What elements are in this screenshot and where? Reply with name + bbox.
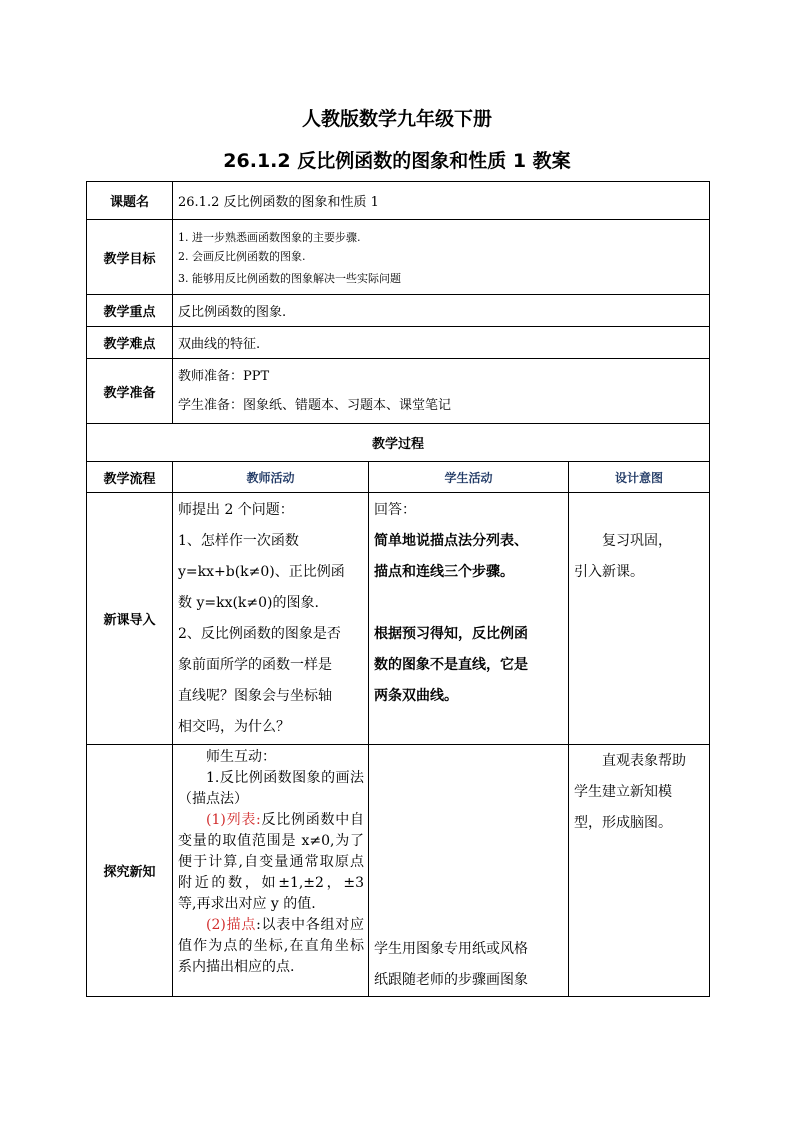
text-line: 型，形成脑图。 [574, 815, 672, 831]
text-line: 引入新课。 [574, 564, 644, 580]
explore-label: 探究新知 [87, 745, 173, 997]
lesson-title: 26.1.2 反比例函数的图象和性质 1 教案 [223, 150, 571, 172]
goal-item: 3. 能够用反比例函数的图象解决一些实际问题 [178, 272, 401, 285]
goal-item: 1. 进一步熟悉画函数图象的主要步骤. [178, 231, 361, 244]
text-line: 学生建立新知模 [574, 784, 672, 800]
text-line: 师生互动： [206, 749, 276, 765]
step-text: :以表中各组对应值作为点的坐标,在直角坐标系内描出相应的点. [178, 917, 364, 975]
text-line [178, 810, 364, 915]
difficulty-label: 教学难点 [87, 327, 173, 359]
key-point-row [87, 295, 710, 327]
text-line: 简单地说描点法分列表、 [374, 533, 528, 549]
difficulty-row [87, 327, 710, 359]
intro-teacher-activity [173, 493, 369, 745]
text-line: 直线呢？图象会与坐标轴 [178, 688, 332, 704]
text-line: 直观表象帮助 [602, 753, 686, 769]
text-line: 1、怎样作一次函数 [178, 533, 299, 549]
goal-item: 2. 会画反比例函数的图象. [178, 250, 306, 263]
intro-design-intent [569, 493, 710, 745]
step-label: (2)描点 [206, 917, 257, 933]
text-line: 数的图象不是直线，它是 [374, 657, 528, 673]
text-line [178, 915, 364, 978]
text-line: y=kx+b(k≠0)、正比例函 [178, 564, 345, 580]
text-line: 2、反比例函数的图象是否 [178, 626, 341, 642]
preparation-row [87, 359, 710, 424]
difficulty-value: 双曲线的特征. [173, 327, 710, 359]
explore-student-activity [369, 745, 569, 997]
step-label: (1)列表: [206, 812, 261, 828]
explore-design-intent [569, 745, 710, 997]
document-title: 人教版数学九年级下册 [301, 108, 492, 130]
design-intent-header: 设计意图 [569, 462, 710, 493]
text-line: 复习巩固， [602, 533, 672, 549]
topic-value: 26.1.2 反比例函数的图象和性质 1 [173, 182, 710, 220]
explore-teacher-activity [173, 745, 369, 997]
student-preparation: 学生准备：图象纸、错题本、习题本、课堂笔记 [178, 398, 452, 413]
goals-label: 教学目标 [87, 220, 173, 295]
text-line: 象前面所学的函数一样是 [178, 657, 332, 673]
text-line: 1.反比例函数图象的画法（描点法） [178, 770, 364, 807]
goals-list [173, 220, 710, 295]
process-header-row [87, 462, 710, 493]
process-title-row [87, 424, 710, 462]
preparation-label: 教学准备 [87, 359, 173, 424]
text-line: 根据预习得知，反比例函 [374, 626, 528, 642]
text-line: 数 y=kx(k≠0)的图象. [178, 595, 319, 611]
student-activity-header: 学生活动 [369, 462, 569, 493]
text-line: 回答： [374, 502, 416, 518]
blank-line [374, 588, 564, 619]
intro-label: 新课导入 [87, 493, 173, 745]
text-line: 相交吗，为什么？ [178, 719, 290, 735]
text-line: 师提出 2 个问题： [178, 502, 294, 518]
teacher-activity-header: 教师活动 [173, 462, 369, 493]
teacher-preparation: 教师准备：PPT [178, 369, 270, 384]
text-line: 描点和连线三个步骤。 [374, 564, 514, 580]
step-text: 反比例函数中自变量的取值范围是 x≠0,为了便于计算,自变量通常取原点附近的数，如±1,±2，±3 等,再求出对应 y 的值. [178, 812, 364, 912]
flow-header: 教学流程 [87, 462, 173, 493]
topic-label: 课题名 [87, 182, 173, 220]
text-line: 学生用图象专用纸或风格 [374, 941, 528, 957]
intro-student-activity [369, 493, 569, 745]
key-point-value: 反比例函数的图象. [173, 295, 710, 327]
process-title: 教学过程 [87, 424, 710, 462]
lesson-plan-table [86, 181, 710, 997]
explore-row [87, 745, 710, 997]
intro-row [87, 493, 710, 745]
key-point-label: 教学重点 [87, 295, 173, 327]
text-line: 纸跟随老师的步骤画图象 [374, 972, 528, 988]
preparation-value [173, 359, 710, 424]
text-line: 两条双曲线。 [374, 688, 458, 704]
topic-row [87, 182, 710, 220]
goals-row [87, 220, 710, 295]
